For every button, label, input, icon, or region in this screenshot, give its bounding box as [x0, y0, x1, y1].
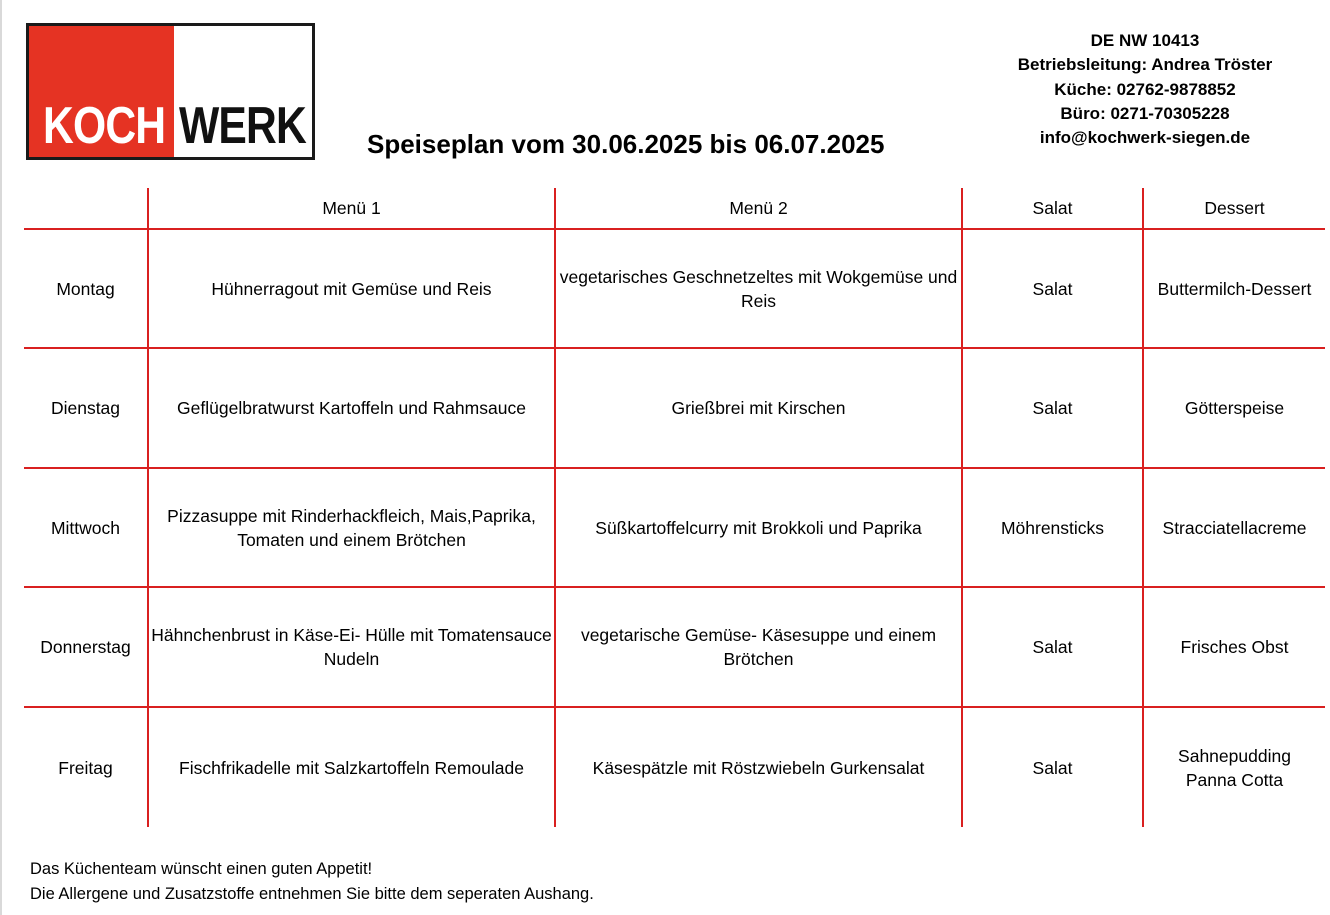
header-menu2: Menü 2	[729, 198, 788, 218]
dessert-cell: Stracciatellacreme	[1162, 517, 1307, 538]
header-dessert: Dessert	[1204, 198, 1265, 218]
footer-allergen-note: Die Allergene und Zusatzstoffe entnehmen Sie bitte dem seperaten Aushang.	[30, 885, 594, 903]
page-edge	[0, 0, 2, 915]
logo-word-werk: WERK	[179, 97, 306, 155]
header-menu1: Menü 1	[322, 198, 381, 218]
contact-email: info@kochwerk-siegen.de	[1039, 128, 1251, 148]
menu2-cell: Grießbrei mit Kirschen	[671, 398, 846, 418]
kochwerk-logo	[26, 23, 315, 160]
day-cell: Mittwoch	[50, 517, 121, 538]
day-cell: Freitag	[58, 757, 113, 778]
day-cell: Dienstag	[50, 398, 121, 418]
footer-greeting: Das Küchenteam wünscht einen guten Appetit!	[30, 860, 373, 878]
header-salat: Salat	[1032, 198, 1073, 218]
management-line: Betriebsleitung: Andrea Tröster	[1017, 55, 1273, 75]
salat-cell: Salat	[1032, 278, 1073, 299]
page-title: Speiseplan vom 30.06.2025 bis 06.07.2025	[367, 129, 885, 159]
registration-number: DE NW 10413	[1090, 31, 1200, 50]
menu2-cell: Süßkartoffelcurry mit Brokkoli und Paprika	[595, 517, 922, 538]
menu1-cell: Fischfrikadelle mit Salzkartoffeln Remoulade	[179, 757, 524, 778]
dessert-cell: Frisches Obst	[1180, 637, 1289, 657]
office-phone: Büro: 0271-70305228	[1060, 103, 1230, 123]
footer-note	[30, 857, 594, 907]
day-cell: Montag	[56, 278, 115, 299]
salat-cell: Möhrensticks	[1000, 517, 1105, 538]
menu2-cell: Käsespätzle mit Röstzwiebeln Gurkensalat	[592, 757, 925, 778]
day-cell: Donnerstag	[40, 637, 131, 657]
menu1-cell: Hühnerragout mit Gemüse und Reis	[211, 278, 492, 299]
salat-cell: Salat	[1032, 398, 1073, 418]
menu1-cell: Pizzasuppe mit Rinderhackfleich, Mais,Paprika, Tomaten und einem Brötchen	[167, 505, 536, 550]
menu1-cell: Geflügelbratwurst Kartoffeln und Rahmsauce	[177, 398, 526, 418]
kitchen-phone: Küche: 02762-9878852	[1054, 79, 1236, 99]
dessert-cell: Götterspeise	[1184, 398, 1285, 418]
salat-cell: Salat	[1032, 757, 1073, 778]
logo-word-koch: KOCH	[43, 97, 166, 155]
contact-block	[990, 29, 1300, 150]
menu2-cell: vegetarische Gemüse- Käsesuppe und einem Brötchen	[580, 625, 937, 669]
salat-cell: Salat	[1032, 637, 1073, 657]
menu2-cell: vegetarisches Geschnetzeltes mit Wokgemüse und Reis	[559, 266, 958, 311]
dessert-cell: Sahnepudding Panna Cotta	[1178, 745, 1291, 790]
menu1-cell: Hähnchenbrust in Käse-Ei- Hülle mit Tomatensauce Nudeln	[151, 625, 552, 669]
dessert-cell: Buttermilch-Dessert	[1157, 278, 1312, 299]
